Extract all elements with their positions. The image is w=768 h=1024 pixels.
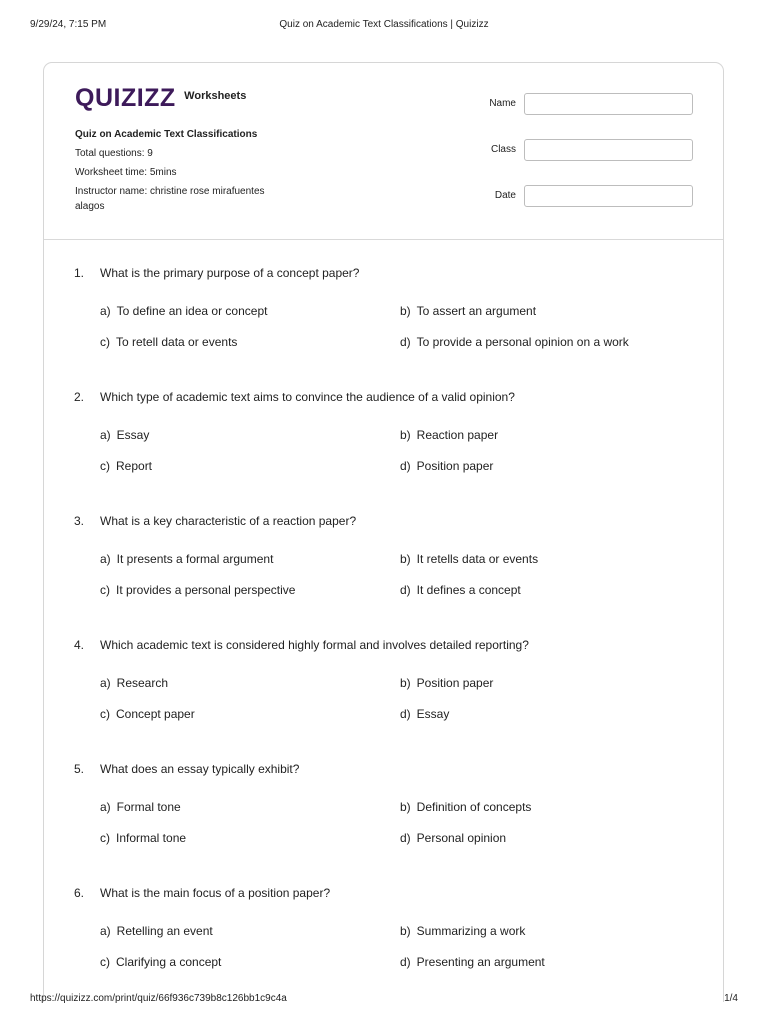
option-text: To provide a personal opinion on a work xyxy=(416,335,629,349)
date-input[interactable] xyxy=(524,185,693,207)
question-number: 4. xyxy=(74,638,85,652)
print-page-title: Quiz on Academic Text Classifications | Quizizz xyxy=(279,19,489,30)
question-text: What is the primary purpose of a concept paper? xyxy=(100,266,360,280)
option-text: Research xyxy=(116,676,169,690)
option-text: Essay xyxy=(416,707,450,721)
option-letter: d) xyxy=(400,335,411,349)
question-item xyxy=(44,638,723,748)
option-letter: c) xyxy=(100,335,110,349)
instructor-name: Instructor name: christine rose mirafuentes xyxy=(75,186,265,197)
question-text: What does an essay typically exhibit? xyxy=(100,762,300,776)
option-a xyxy=(100,800,181,814)
class-label: Class xyxy=(490,144,516,155)
quizizz-logo: QUIZIZZ xyxy=(75,84,176,112)
option-text: Formal tone xyxy=(116,800,181,814)
option-b xyxy=(400,676,493,690)
option-letter: c) xyxy=(100,955,110,969)
name-label: Name xyxy=(489,98,516,109)
question-item xyxy=(44,886,723,996)
option-letter: c) xyxy=(100,831,110,845)
worksheets-label: Worksheets xyxy=(184,90,247,102)
print-url: https://quizizz.com/print/quiz/66f936c739b8c126bb1c9c4a xyxy=(30,993,287,1004)
quiz-meta xyxy=(75,127,305,214)
option-text: Informal tone xyxy=(116,831,187,845)
option-a xyxy=(100,552,273,566)
option-text: To define an idea or concept xyxy=(116,304,268,318)
print-header xyxy=(30,19,738,33)
option-text: Summarizing a work xyxy=(416,924,526,938)
option-text: Personal opinion xyxy=(416,831,507,845)
option-b xyxy=(400,800,531,814)
option-text: It presents a formal argument xyxy=(116,552,274,566)
instructor-name-cont: alagos xyxy=(75,201,105,212)
option-letter: d) xyxy=(400,583,411,597)
date-label: Date xyxy=(494,190,516,201)
option-letter: a) xyxy=(100,924,111,938)
question-item xyxy=(44,762,723,872)
option-text: It provides a personal perspective xyxy=(116,583,296,597)
option-letter: a) xyxy=(100,552,111,566)
option-letter: d) xyxy=(400,459,411,473)
option-a xyxy=(100,304,267,318)
option-b xyxy=(400,924,525,938)
option-d xyxy=(400,831,506,845)
option-a xyxy=(100,428,149,442)
option-letter: b) xyxy=(400,428,411,442)
option-text: To assert an argument xyxy=(416,304,537,318)
option-text: Position paper xyxy=(416,459,494,473)
option-letter: d) xyxy=(400,707,411,721)
option-b xyxy=(400,552,538,566)
option-letter: d) xyxy=(400,831,411,845)
class-field-row xyxy=(474,139,694,163)
option-a xyxy=(100,676,168,690)
worksheet-card xyxy=(43,62,724,1002)
question-number: 2. xyxy=(74,390,85,404)
brand-row xyxy=(75,85,246,111)
option-letter: b) xyxy=(400,552,411,566)
option-letter: c) xyxy=(100,583,110,597)
option-c xyxy=(100,583,295,597)
option-d xyxy=(400,707,449,721)
question-number: 6. xyxy=(74,886,85,900)
option-letter: d) xyxy=(400,955,411,969)
option-letter: a) xyxy=(100,428,111,442)
date-field-row xyxy=(474,185,694,209)
class-input[interactable] xyxy=(524,139,693,161)
option-b xyxy=(400,428,498,442)
total-questions: Total questions: 9 xyxy=(75,148,153,159)
option-c xyxy=(100,831,186,845)
option-text: Retelling an event xyxy=(116,924,213,938)
option-letter: a) xyxy=(100,676,111,690)
option-letter: a) xyxy=(100,800,111,814)
option-d xyxy=(400,583,521,597)
option-letter: b) xyxy=(400,800,411,814)
question-number: 5. xyxy=(74,762,85,776)
option-text: Presenting an argument xyxy=(416,955,545,969)
question-number: 1. xyxy=(74,266,85,280)
quiz-title: Quiz on Academic Text Classifications xyxy=(75,129,258,140)
question-item xyxy=(44,266,723,376)
option-text: Clarifying a concept xyxy=(116,955,222,969)
question-item xyxy=(44,514,723,624)
print-timestamp: 9/29/24, 7:15 PM xyxy=(30,19,107,30)
question-text: What is the main focus of a position paper? xyxy=(100,886,331,900)
question-number: 3. xyxy=(74,514,85,528)
option-letter: b) xyxy=(400,676,411,690)
option-text: It retells data or events xyxy=(416,552,539,566)
option-text: Position paper xyxy=(416,676,494,690)
option-c xyxy=(100,335,237,349)
option-letter: b) xyxy=(400,924,411,938)
worksheet-time: Worksheet time: 5mins xyxy=(75,167,177,178)
option-d xyxy=(400,335,629,349)
option-d xyxy=(400,955,545,969)
question-text: What is a key characteristic of a reaction paper? xyxy=(100,514,357,528)
option-letter: b) xyxy=(400,304,411,318)
worksheet-header xyxy=(44,63,723,240)
option-text: Report xyxy=(116,459,153,473)
question-text: Which academic text is considered highly formal and involves detailed reporting? xyxy=(100,638,529,652)
option-text: To retell data or events xyxy=(116,335,238,349)
option-text: Definition of concepts xyxy=(416,800,532,814)
option-letter: a) xyxy=(100,304,111,318)
page-number: 1/4 xyxy=(724,993,738,1004)
option-text: Concept paper xyxy=(116,707,195,721)
option-text: Essay xyxy=(116,428,150,442)
print-footer xyxy=(30,993,738,1007)
option-text: It defines a concept xyxy=(416,583,521,597)
question-item xyxy=(44,390,723,500)
option-c xyxy=(100,955,221,969)
option-letter: c) xyxy=(100,707,110,721)
option-a xyxy=(100,924,213,938)
option-d xyxy=(400,459,493,473)
name-input[interactable] xyxy=(524,93,693,115)
option-text: Reaction paper xyxy=(416,428,499,442)
option-b xyxy=(400,304,536,318)
question-text: Which type of academic text aims to convince the audience of a valid opinion? xyxy=(100,390,515,404)
option-letter: c) xyxy=(100,459,110,473)
name-field-row xyxy=(474,93,694,117)
option-c xyxy=(100,459,152,473)
option-c xyxy=(100,707,195,721)
